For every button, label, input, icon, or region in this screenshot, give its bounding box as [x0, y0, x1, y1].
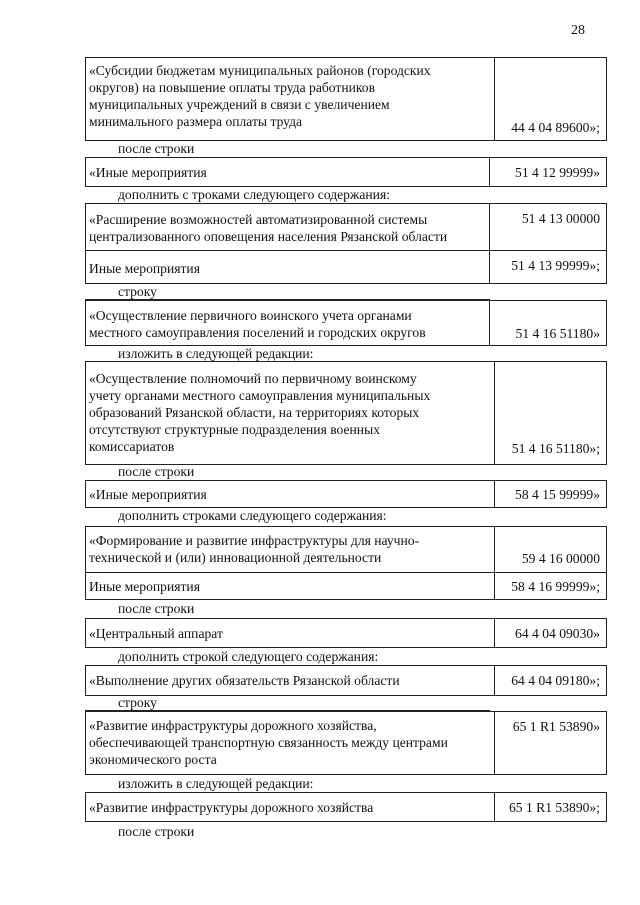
- column-divider: [494, 792, 495, 822]
- row-code: 51 4 13 99999»;: [511, 258, 600, 273]
- budget-row-central-office: [85, 618, 607, 648]
- column-divider: [494, 480, 495, 508]
- row-text: [89, 532, 419, 566]
- budget-row-other-activities: [85, 250, 607, 284]
- text-line: муниципальных учреждений в связи с увеличением: [89, 97, 390, 112]
- text-line: обеспечивающей транспортную связанность между центрами: [89, 735, 448, 750]
- column-divider: [489, 157, 490, 187]
- text-line: образований Рязанской области, на территориях которых: [89, 405, 420, 420]
- budget-row-military-registration: [85, 300, 607, 346]
- row-text: [89, 717, 448, 768]
- row-text: «Развитие инфраструктуры дорожного хозяйства: [89, 800, 374, 815]
- text-line: «Осуществление полномочий по первичному воинскому: [89, 371, 417, 386]
- column-divider: [494, 57, 495, 141]
- instruction-text: дополнить строками следующего содержания:: [118, 508, 387, 523]
- text-line: отсутствуют структурные подразделения военных: [89, 422, 381, 437]
- row-text: [89, 62, 431, 130]
- row-code: 64 4 04 09180»;: [511, 673, 600, 688]
- text-line: «Субсидии бюджетам муниципальных районов (городских: [89, 63, 431, 78]
- instruction-text: дополнить с троками следующего содержания:: [118, 187, 390, 202]
- text-line: «Осуществление первичного воинского учета органами: [89, 308, 412, 323]
- instruction-text: изложить в следующей редакции:: [118, 776, 314, 791]
- column-divider: [489, 250, 490, 284]
- row-code: 51 4 16 51180»;: [511, 441, 600, 456]
- text-line: «Развитие инфраструктуры дорожного хозяйства,: [89, 718, 377, 733]
- row-code: 58 4 16 99999»;: [511, 579, 600, 594]
- column-divider: [494, 572, 495, 600]
- row-code: 44 4 04 89600»;: [511, 120, 600, 135]
- instruction-text: строку: [118, 284, 157, 299]
- budget-row-subsidies: [85, 57, 607, 141]
- instruction-text: изложить в следующей редакции:: [118, 346, 314, 361]
- text-line: экономического роста: [89, 752, 217, 767]
- row-code: 51 4 16 51180»: [515, 326, 600, 341]
- column-divider: [494, 711, 495, 775]
- budget-row-other-activities: [85, 572, 607, 600]
- column-divider: [489, 203, 490, 251]
- row-text: «Иные мероприятия: [89, 165, 207, 180]
- budget-row-warning-system: [85, 203, 607, 251]
- budget-row-other-obligations: [85, 665, 607, 696]
- budget-row-other-activities: [85, 157, 607, 187]
- instruction-text: после строки: [118, 464, 195, 479]
- column-divider: [494, 361, 495, 465]
- instruction-text: после строки: [118, 601, 195, 616]
- row-text: [89, 370, 430, 455]
- budget-row-road-infrastructure: [85, 711, 607, 775]
- row-code: 65 1 R1 53890»;: [508, 800, 600, 815]
- instruction-text: строку: [118, 695, 157, 710]
- column-divider: [494, 526, 495, 573]
- text-line: учету органами местного самоуправления муниципальных: [89, 388, 431, 403]
- row-text: «Центральный аппарат: [89, 626, 223, 641]
- text-line: «Формирование и развитие инфраструктуры для научно-: [89, 533, 420, 548]
- text-line: округов) на повышение оплаты труда работников: [89, 80, 376, 95]
- column-divider: [494, 665, 495, 696]
- row-code: 58 4 15 99999»: [515, 487, 600, 502]
- instruction-text: дополнить строкой следующего содержания:: [118, 649, 379, 664]
- budget-row-military-powers: [85, 361, 607, 465]
- column-divider: [489, 300, 490, 346]
- row-text: «Иные мероприятия: [89, 487, 207, 502]
- text-line: минимального размера оплаты труда: [89, 114, 303, 129]
- row-text: [89, 211, 447, 245]
- text-line: централизованного оповещения населения Рязанской области: [89, 229, 448, 244]
- row-text: «Выполнение других обязательств Рязанской области: [89, 673, 400, 688]
- text-line: технической и (или) инновационной деятельности: [89, 550, 382, 565]
- instruction-text: после строки: [118, 824, 195, 839]
- text-line: местного самоуправления поселений и городских округов: [89, 325, 426, 340]
- budget-row-other-activities: [85, 480, 607, 508]
- text-line: комиссариатов: [89, 439, 175, 454]
- instruction-text: после строки: [118, 141, 195, 156]
- row-code: 51 4 12 99999»: [515, 165, 600, 180]
- row-code: 59 4 16 00000: [521, 551, 600, 566]
- column-divider: [494, 618, 495, 648]
- row-code: 51 4 13 00000: [521, 211, 600, 226]
- budget-row-innovation-infrastructure: [85, 526, 607, 573]
- row-text: Иные мероприятия: [89, 579, 200, 594]
- budget-row-road-infrastructure: [85, 792, 607, 822]
- page-number: 28: [571, 23, 585, 38]
- row-code: 65 1 R1 53890»: [512, 719, 600, 734]
- row-text: Иные мероприятия: [89, 261, 200, 276]
- row-text: [89, 307, 426, 341]
- row-code: 64 4 04 09030»: [515, 626, 600, 641]
- text-line: «Расширение возможностей автоматизированной системы: [89, 212, 428, 227]
